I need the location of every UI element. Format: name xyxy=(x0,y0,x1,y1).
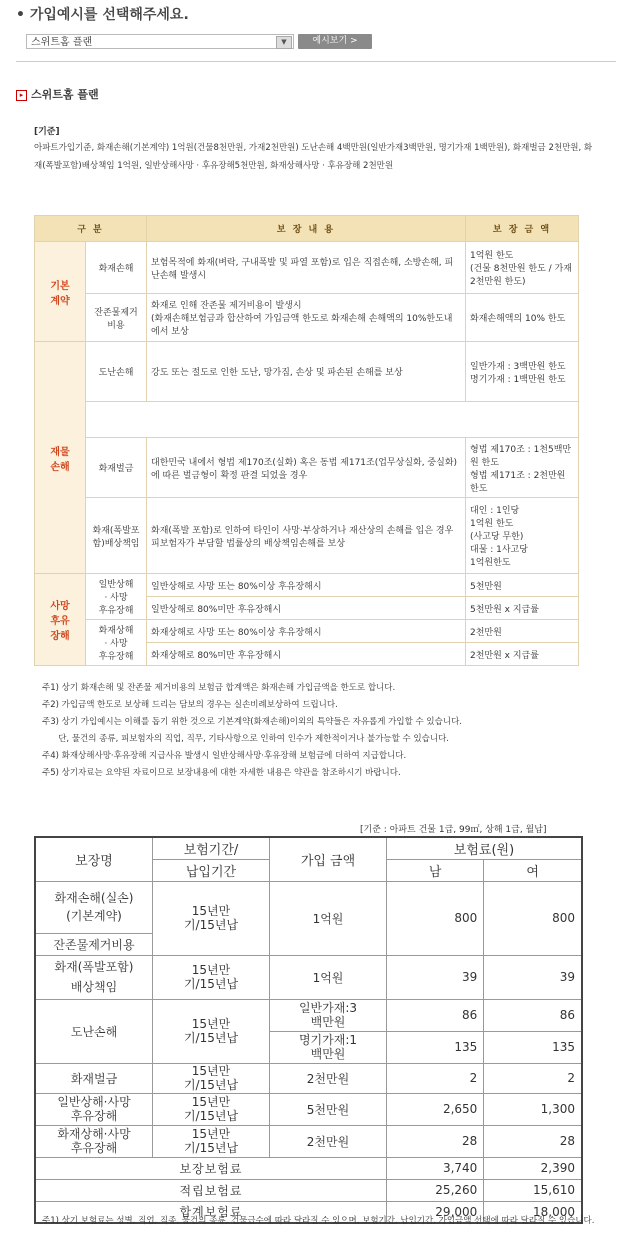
row-amount: 명기가재:1 백만원 xyxy=(270,1031,387,1063)
total-female: 18,000 xyxy=(484,1201,582,1223)
row-amount: 화재손해액의 10% 한도 xyxy=(466,294,579,342)
col-header-content: 보 장 내 용 xyxy=(147,216,466,242)
row-content: 일반상해로 사망 또는 80%이상 후유장해시 xyxy=(147,574,466,597)
note-item: 주5) 상기자료는 요약된 자료이므로 보장내용에 대한 자세한 내용은 약관을 참조하시기 바랍니다. xyxy=(42,768,401,778)
row-female: 28 xyxy=(484,1125,582,1157)
total-male: 25,260 xyxy=(387,1179,484,1201)
row-content: 화재상해로 80%미만 후유장해시 xyxy=(147,643,466,666)
row-female: 2 xyxy=(484,1063,582,1093)
note-item: 주1) 상기 화재손해 및 잔존물 제거비용의 보험금 합계액은 화재손해 가입금액을 한도로 합니다. xyxy=(42,683,396,693)
row-sub: 화재(폭발포함)배상책임 xyxy=(86,498,147,574)
row-name: 화재벌금 xyxy=(35,1063,153,1093)
note-item: 주3) 상기 가입예시는 이해를 돕기 위한 것으로 기본계약(화재손해)이외의 특약들은 자유롭게 가입할 수 있습니다. xyxy=(42,717,462,727)
bullet-box-icon: ▸ xyxy=(16,90,27,101)
row-period: 15년만 기/15년납 xyxy=(153,1063,270,1093)
row-sub: 화재손해 xyxy=(86,242,147,294)
col-header-amount: 보 장 금 액 xyxy=(466,216,579,242)
row-male: 39 xyxy=(387,955,484,999)
row-content: 강도 또는 절도로 인한 도난, 망가짐, 손상 및 파손된 손해를 보상 xyxy=(147,342,466,402)
empty-row xyxy=(86,402,579,438)
row-female: 135 xyxy=(484,1031,582,1063)
row-female: 1,300 xyxy=(484,1093,582,1125)
row-period: 15년만 기/15년납 xyxy=(153,999,270,1063)
row-female: 86 xyxy=(484,999,582,1031)
plan-select[interactable] xyxy=(26,34,294,49)
col-header-payment-period: 납입기간 xyxy=(153,859,270,881)
row-sub: 일반상해 · 사망 후유장해 xyxy=(86,574,147,620)
col-header-female: 여 xyxy=(484,859,582,881)
chevron-down-icon[interactable]: ▼ xyxy=(276,36,292,49)
row-amount: 2천만원 xyxy=(270,1063,387,1093)
row-period: 15년만 기/15년납 xyxy=(153,1093,270,1125)
row-content: 일반상해로 80%미만 후유장해시 xyxy=(147,597,466,620)
row-sub: 화재벌금 xyxy=(86,438,147,498)
row-amount: 2천만원 xyxy=(270,1125,387,1157)
row-name-line: (기본계약) xyxy=(66,909,122,923)
row-period: 15년만 기/15년납 xyxy=(153,1125,270,1157)
row-male: 86 xyxy=(387,999,484,1031)
premium-note: 주1) 상기 보험료는 성별, 직업, 직종, 물건의 종류, 건물급수에 따라 달라질 수 있으며, 보험기간, 납입기간, 가입금액 선택에 따라 달라질 수 있습니다. xyxy=(42,1216,595,1226)
total-label: 합계보험료 xyxy=(35,1201,387,1223)
col-header-amount: 가입 금액 xyxy=(270,837,387,881)
row-name: 화재상해·사망 후유장해 xyxy=(35,1125,153,1157)
group-basic: 기본 계약 xyxy=(35,242,86,342)
row-amount: 5천만원 xyxy=(270,1093,387,1125)
total-male: 3,740 xyxy=(387,1157,484,1179)
row-amount: 1억원 한도 (건물 8천만원 한도 / 가재 2천만원 한도) xyxy=(466,242,579,294)
note-item: 주4) 화재상해사망·후유장해 지급사유 발생시 일반상해사망·후유장해 보험금에 더하여 지급합니다. xyxy=(42,751,407,761)
total-female: 15,610 xyxy=(484,1179,582,1201)
row-female: 39 xyxy=(484,955,582,999)
plan-title xyxy=(16,86,99,102)
premium-basis: [기준 : 아파트 건물 1급, 99㎡, 상해 1급, 월납] xyxy=(360,825,547,835)
row-female: 800 xyxy=(484,881,582,955)
row-name-line: 화재(폭발포함) xyxy=(54,960,134,974)
group-death: 사망 후유 장해 xyxy=(35,574,86,666)
row-period: 15년만 기/15년납 xyxy=(153,955,270,999)
row-sub: 도난손해 xyxy=(86,342,147,402)
note-item: 주2) 가입금액 한도로 보상해 드리는 담보의 경우는 실손비례보상하여 드립니다. xyxy=(42,700,338,710)
total-label: 보장보험료 xyxy=(35,1157,387,1179)
row-amount: 대인 : 1인당 1억원 한도 (사고당 무한) 대물 : 1사고당 1억원한도 xyxy=(466,498,579,574)
row-sub: 화재상해 · 사망 후유장해 xyxy=(86,620,147,666)
row-content: 화재상해로 사망 또는 80%이상 후유장해시 xyxy=(147,620,466,643)
row-content: 화재(폭발 포함)로 인하여 타인이 사망·부상하거나 재산상의 손해를 입은 경우 피보험자가 부담할 법률상의 배상책임손해를 보상 xyxy=(147,498,466,574)
row-amount: 일반가재 : 3백만원 한도 명기가재 : 1백만원 한도 xyxy=(466,342,579,402)
row-name: 잔존물제거비용 xyxy=(35,933,153,955)
premium-table xyxy=(34,836,583,1224)
col-header-name: 보장명 xyxy=(35,837,153,881)
row-content: 화재로 인해 잔존물 제거비용이 발생시 (화재손해보험금과 합산하여 가입금액 한도로 화재손해 손해액의 10%한도내에서 보상 xyxy=(147,294,466,342)
basis-text: 아파트가입기준, 화재손해(기본계약) 1억원(건물8천만원, 가재2천만원) 도난손해 4백만원(일반가재3백만원, 명기가재 1백만원), 화재벌금 2천만원, 화재(폭발포함)배상책임 1억원, 일반상해사망 · 후유장해5천만원, 화재상해사망 · 후유장해 2천만원 xyxy=(34,143,593,171)
col-header-premium: 보험료(원) xyxy=(387,837,583,859)
row-period: 15년만 기/15년납 xyxy=(153,881,270,955)
row-male: 800 xyxy=(387,881,484,955)
total-male: 29,000 xyxy=(387,1201,484,1223)
row-amount: 5천만원 x 지급률 xyxy=(466,597,579,620)
group-property: 재물 손해 xyxy=(35,342,86,574)
row-content: 대한민국 내에서 형법 제170조(실화) 혹은 동법 제171조(업무상실화, 중실화)에 따른 벌금형이 확정 판결 되었을 경우 xyxy=(147,438,466,498)
col-header-period: 보험기간/ xyxy=(153,837,270,859)
page-heading: • 가입예시를 선택해주세요. xyxy=(16,7,189,23)
row-amount: 1억원 xyxy=(270,881,387,955)
coverage-table xyxy=(34,215,579,666)
row-male: 28 xyxy=(387,1125,484,1157)
row-name-line: 배상책임 xyxy=(70,980,118,994)
row-name: 도난손해 xyxy=(35,999,153,1063)
row-name: 일반상해·사망 후유장해 xyxy=(35,1093,153,1125)
plan-select-value: 스위트홈 플랜 xyxy=(31,37,93,48)
total-label: 적립보험료 xyxy=(35,1179,387,1201)
row-name xyxy=(35,955,153,999)
divider xyxy=(16,61,616,62)
row-content: 보험목적에 화재(벼락, 구내폭발 및 파열 포함)로 입은 직접손해, 소방손해, 피난손해 발생시 xyxy=(147,242,466,294)
row-male: 2,650 xyxy=(387,1093,484,1125)
total-female: 2,390 xyxy=(484,1157,582,1179)
row-amount: 1억원 xyxy=(270,955,387,999)
row-sub: 잔존물제거비용 xyxy=(86,294,147,342)
row-name xyxy=(35,881,153,933)
row-amount: 형법 제170조 : 1천5백만원 한도 형법 제171조 : 2천만원 한도 xyxy=(466,438,579,498)
row-amount: 일반가재:3 백만원 xyxy=(270,999,387,1031)
col-header-category: 구 분 xyxy=(35,216,147,242)
plan-title-text: 스위트홈 플랜 xyxy=(31,88,99,101)
row-male: 2 xyxy=(387,1063,484,1093)
basis-label: [기준] xyxy=(34,127,60,137)
row-amount: 2천만원 xyxy=(466,620,579,643)
row-amount: 2천만원 x 지급률 xyxy=(466,643,579,666)
col-header-male: 남 xyxy=(387,859,484,881)
row-amount: 5천만원 xyxy=(466,574,579,597)
notes-list xyxy=(42,680,602,782)
row-male: 135 xyxy=(387,1031,484,1063)
example-view-button[interactable]: 예시보기 > xyxy=(298,34,372,49)
row-name-line: 화재손해(실손) xyxy=(54,891,134,905)
note-item: 단, 물건의 종류, 피보험자의 직업, 직무, 기타사항으로 인하여 인수가 제한적이거나 불가능할 수 있습니다. xyxy=(42,734,450,744)
